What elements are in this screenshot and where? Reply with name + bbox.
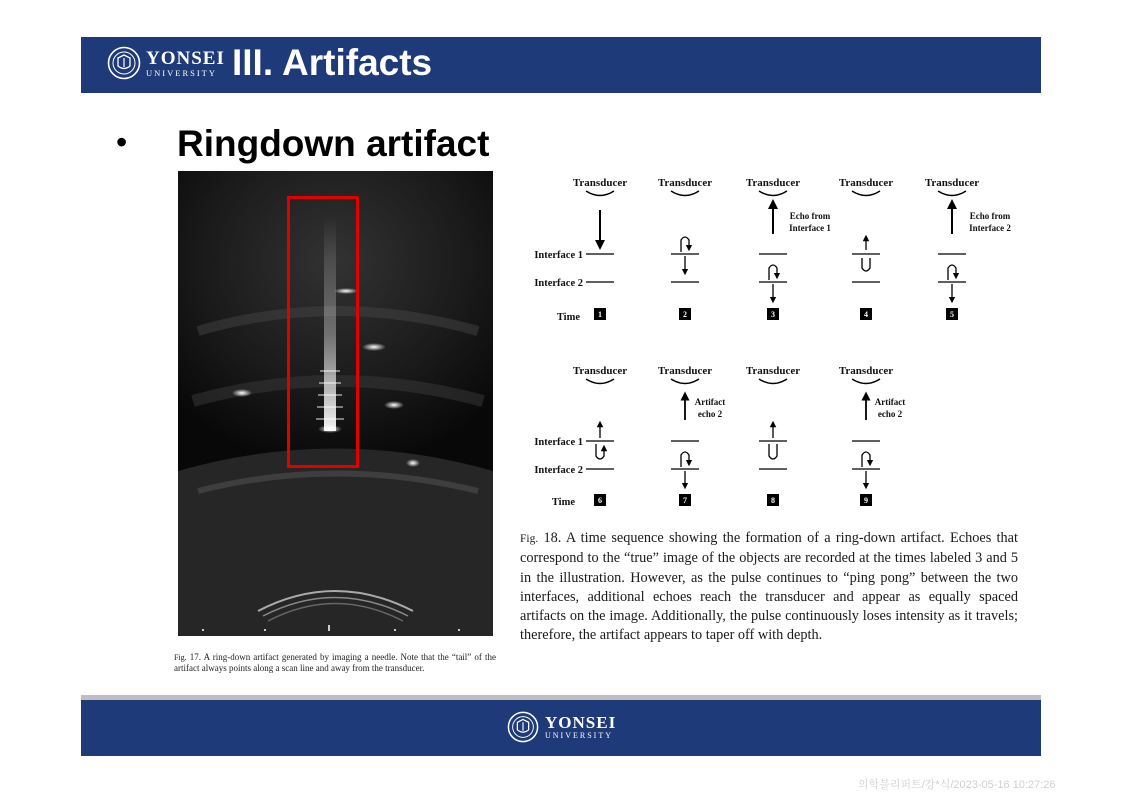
time-step-4: 4 <box>864 310 868 319</box>
figure17-caption-body: 17. A ring-down artifact generated by imaging a needle. Note that the “tail” of the artifact always points along a scan line and away from the transducer. <box>174 652 496 673</box>
row2-time-label: Time <box>551 497 575 508</box>
row2-transducer-label-4: Transducer <box>838 365 894 377</box>
row1-transducer-label-2: Transducer <box>657 177 713 189</box>
row2-interface1-label: Interface 1 <box>534 437 583 448</box>
row2-interface2-label: Interface 2 <box>534 465 583 476</box>
time-step-7: 7 <box>683 496 687 505</box>
figure18-caption <box>520 529 1018 646</box>
footer-university-name: YONSEI <box>545 713 617 732</box>
ringdown-time-sequence-diagram <box>520 172 1020 512</box>
time-step-2: 2 <box>683 310 687 319</box>
row1-transducer-label-5: Transducer <box>924 177 980 189</box>
row1-transducer-label-1: Transducer <box>572 177 628 189</box>
row1-interface1-label: Interface 1 <box>534 250 583 261</box>
header-university-name: YONSEI <box>146 48 225 69</box>
figure18-caption-prefix: Fig. <box>520 533 539 545</box>
time-step-3: 3 <box>771 310 775 319</box>
footer-yonsei-seal-icon <box>507 711 539 743</box>
row1-transducer-label-4: Transducer <box>838 177 894 189</box>
figure17-caption-prefix: Fig. <box>174 653 187 662</box>
artifact-echo-label-9-line2: echo 2 <box>877 409 903 419</box>
page-title: III. Artifacts <box>232 42 433 83</box>
time-step-5: 5 <box>950 310 954 319</box>
row1-interface2-label: Interface 2 <box>534 278 583 289</box>
watermark-stamp: 의학블리퍼트/강*식/2023-05-16 10:27:26 <box>858 779 1056 791</box>
echo-interface2-line2: Interface 2 <box>969 223 1011 233</box>
echo-interface1-line1: Echo from <box>789 211 831 221</box>
row2-transducer-label-1: Transducer <box>572 365 628 377</box>
artifact-echo-label-9-line1: Artifact <box>874 397 906 407</box>
artifact-echo-label-7-line2: echo 2 <box>697 409 723 419</box>
figure18-caption-body: 18. A time sequence showing the formation of a ring-down artifact. Echoes that correspond to the “true” image of the objects are recorded at the times labeled 3 and 5 in the illustration. However, as the pulse continues to “ping pong” between the two interfaces, additional echoes reach the transducer and appear as equally spaced artifacts on the image. Additionally, the pulse continuously loses intensity as it travels; therefore, the artifact appears to taper off with depth. <box>520 530 1018 644</box>
row1-transducer-label-3: Transducer <box>745 177 801 189</box>
slide-subtitle: Ringdown artifact <box>177 123 490 164</box>
time-step-1: 1 <box>598 310 602 319</box>
time-step-6: 6 <box>598 496 602 505</box>
yonsei-seal-icon <box>107 46 141 80</box>
time-step-9: 9 <box>864 496 868 505</box>
echo-interface2-line1: Echo from <box>969 211 1011 221</box>
header-university-sub: UNIVERSITY <box>146 68 217 78</box>
bullet-mark: • <box>116 124 128 160</box>
ringdown-highlight-box <box>287 196 359 468</box>
header-bar <box>81 37 1041 93</box>
time-step-8: 8 <box>771 496 775 505</box>
artifact-echo-label-7-line1: Artifact <box>694 397 726 407</box>
figure17-caption <box>174 652 496 674</box>
row2-transducer-label-2: Transducer <box>657 365 713 377</box>
row1-time-label: Time <box>556 312 580 323</box>
row2-transducer-label-3: Transducer <box>745 365 801 377</box>
footer-university-sub: UNIVERSITY <box>545 731 613 740</box>
echo-interface1-line2: Interface 1 <box>789 223 831 233</box>
